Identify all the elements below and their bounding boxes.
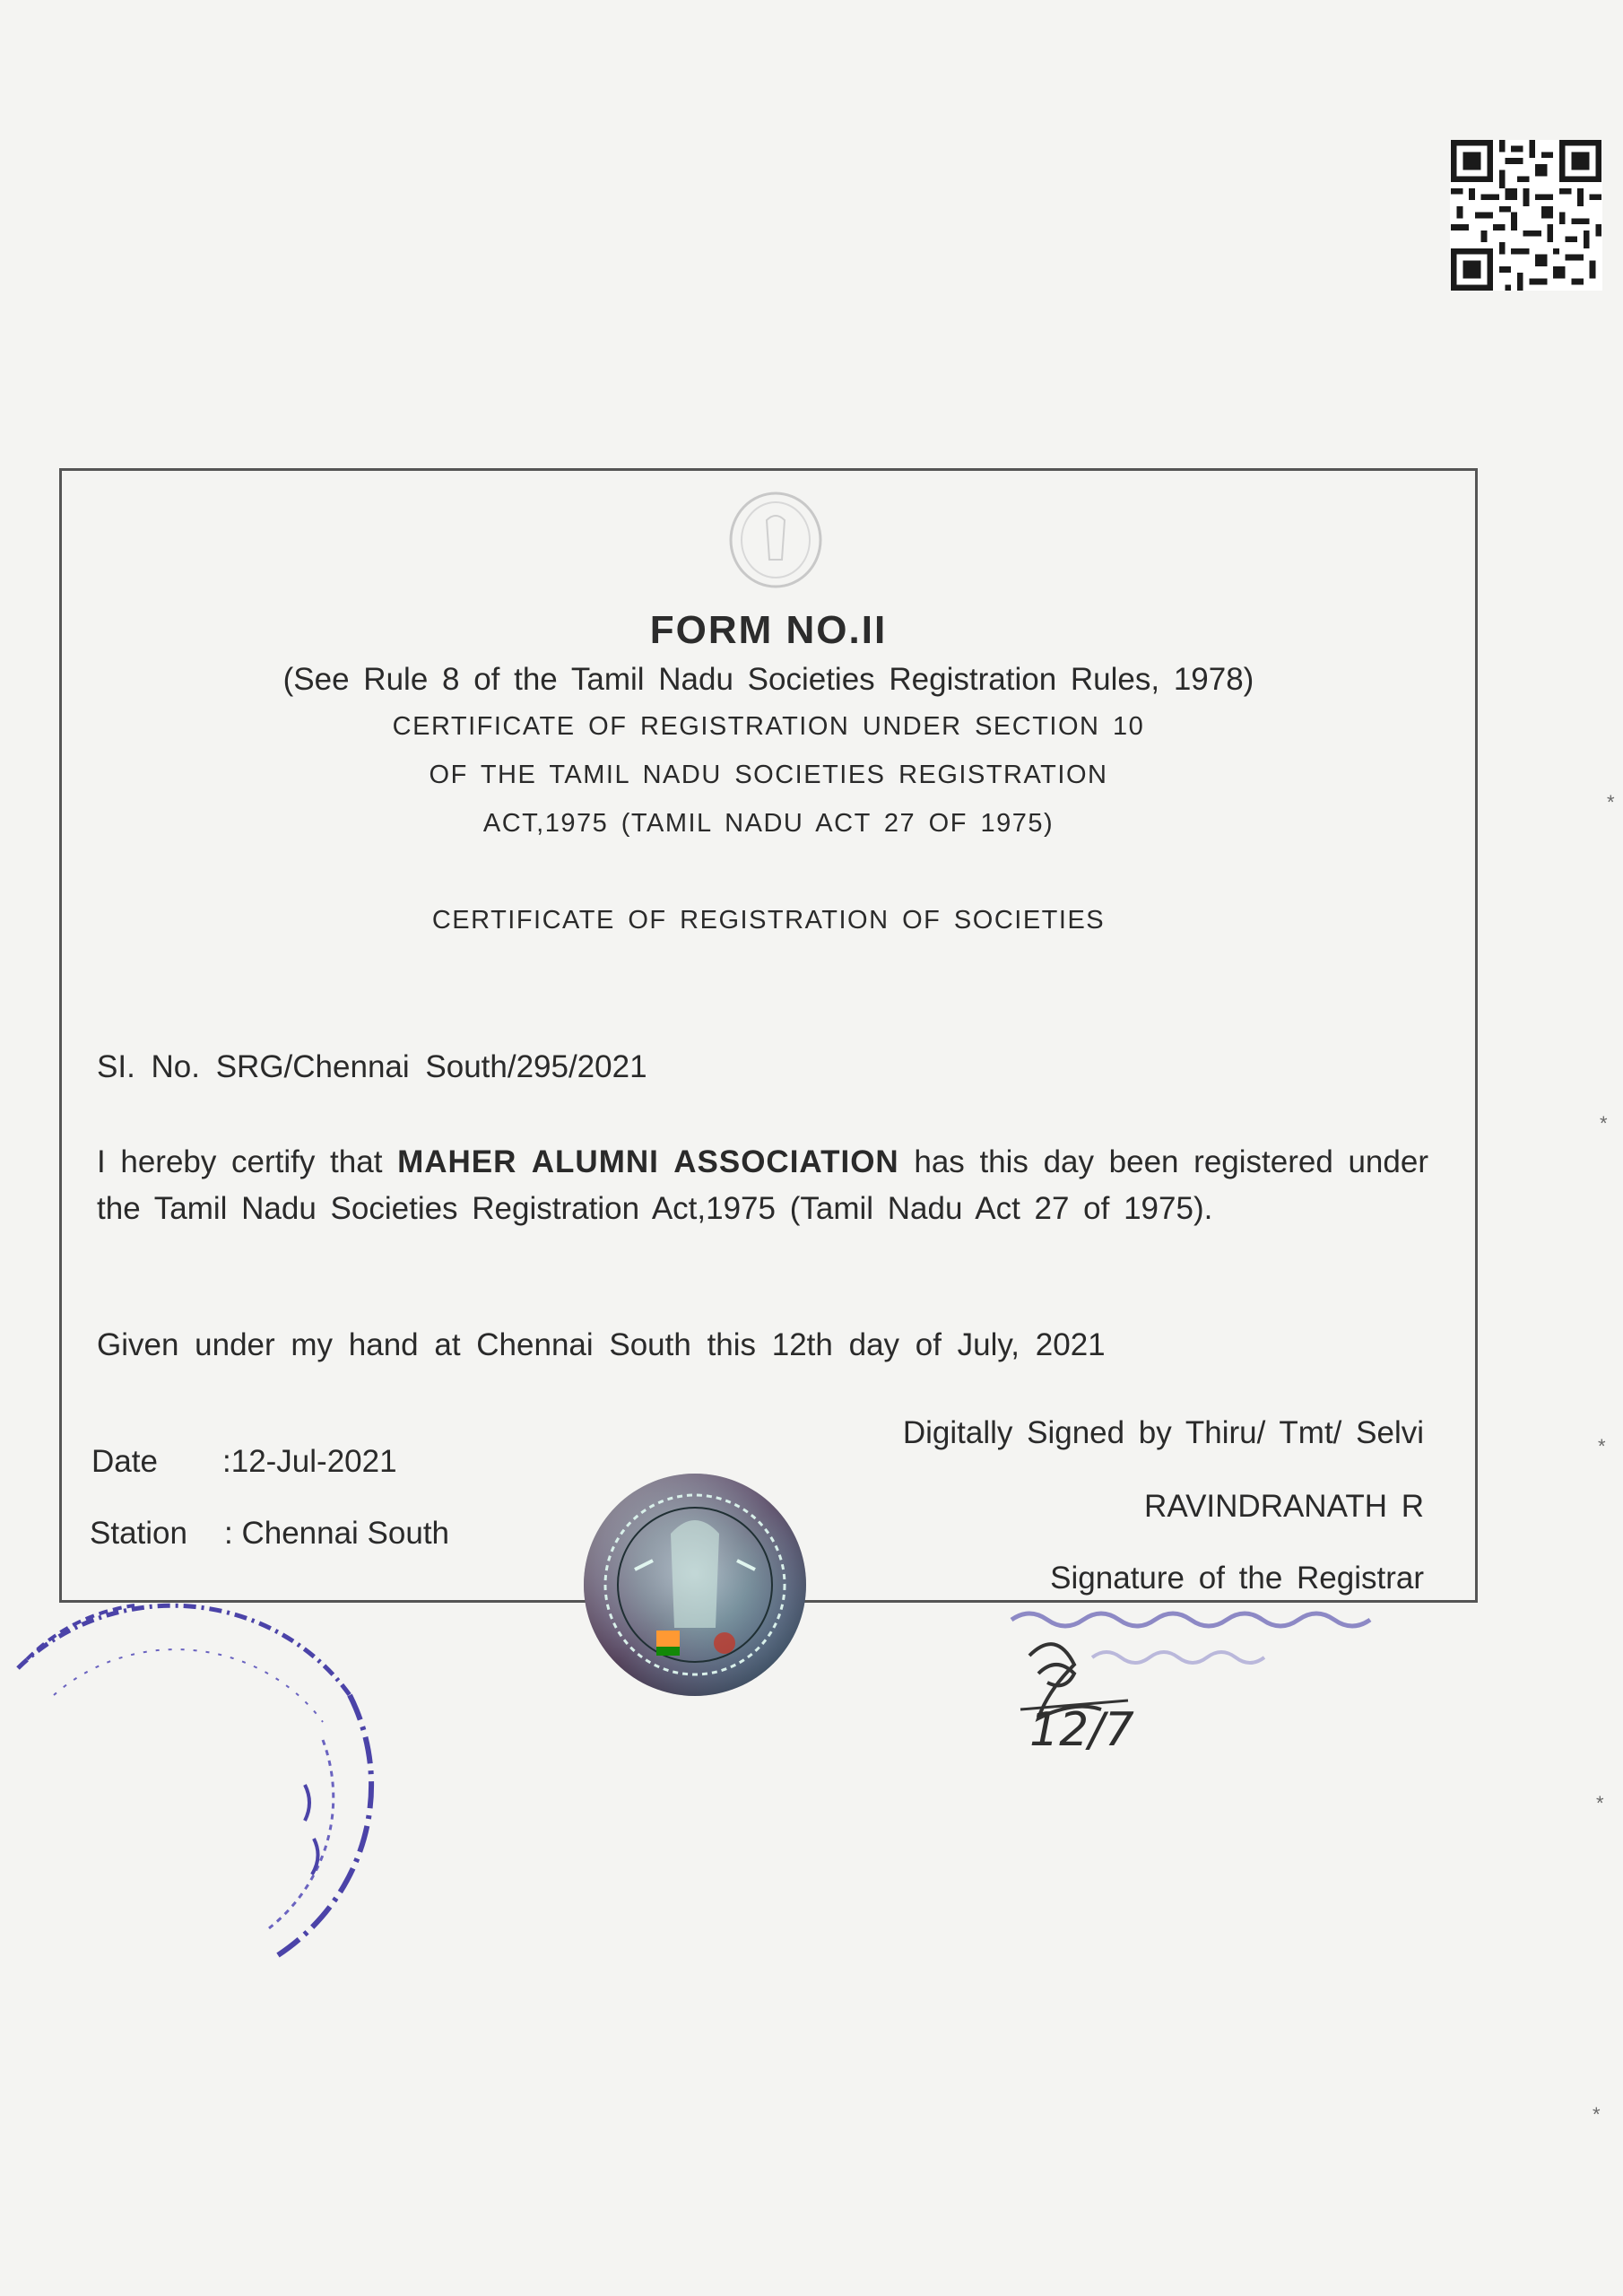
statement-prefix: I hereby certify that	[97, 1144, 398, 1179]
station-label: Station	[90, 1516, 187, 1551]
qr-code-icon	[1450, 140, 1602, 291]
hologram-seal-icon	[581, 1471, 809, 1699]
scan-speck: *	[1593, 2103, 1601, 2126]
statement-suffix: has this day been registered under the Tamil Nadu Societies Registration Act,1975 (Tamil Nadu Act 27 of 1975).	[97, 1144, 1428, 1226]
signature-caption: Signature of the Registrar	[1050, 1561, 1424, 1596]
certificate-statement	[97, 1139, 1428, 1232]
date-label: Date	[91, 1444, 158, 1479]
scan-speck: *	[1607, 791, 1615, 813]
form-subtitle: (See Rule 8 of the Tamil Nadu Societies Registration Rules, 1978)	[282, 662, 1254, 697]
given-under-hand: Given under my hand at Chennai South this 12th day of July, 2021	[97, 1327, 1106, 1362]
station-value: : Chennai South	[224, 1516, 450, 1551]
serial-number: SI. No. SRG/Chennai South/295/2021	[97, 1049, 647, 1084]
scan-speck: *	[1596, 1792, 1604, 1814]
registrar-name: RAVINDRANATH R	[1144, 1489, 1424, 1524]
registrar-seal-icon	[1002, 1602, 1424, 1772]
handwritten-date: 12/7	[1029, 1703, 1134, 1757]
digitally-signed-by: Digitally Signed by Thiru/ Tmt/ Selvi	[902, 1415, 1424, 1450]
state-emblem-icon	[717, 486, 834, 594]
heading-line-3: ACT,1975 (TAMIL NADU ACT 27 OF 1975)	[482, 809, 1055, 838]
scan-speck: *	[1598, 1435, 1606, 1457]
rubber-stamp-icon	[0, 1561, 466, 1973]
heading-line-2: OF THE TAMIL NADU SOCIETIES REGISTRATION	[429, 761, 1108, 789]
scan-speck: *	[1600, 1112, 1608, 1135]
form-title: FORM NO.II	[649, 608, 888, 652]
society-name: MAHER ALUMNI ASSOCIATION	[397, 1144, 899, 1179]
date-value: :12-Jul-2021	[222, 1444, 397, 1479]
heading-line-1: CERTIFICATE OF REGISTRATION UNDER SECTION 10	[392, 712, 1145, 741]
certificate-type: CERTIFICATE OF REGISTRATION OF SOCIETIES	[431, 906, 1106, 935]
